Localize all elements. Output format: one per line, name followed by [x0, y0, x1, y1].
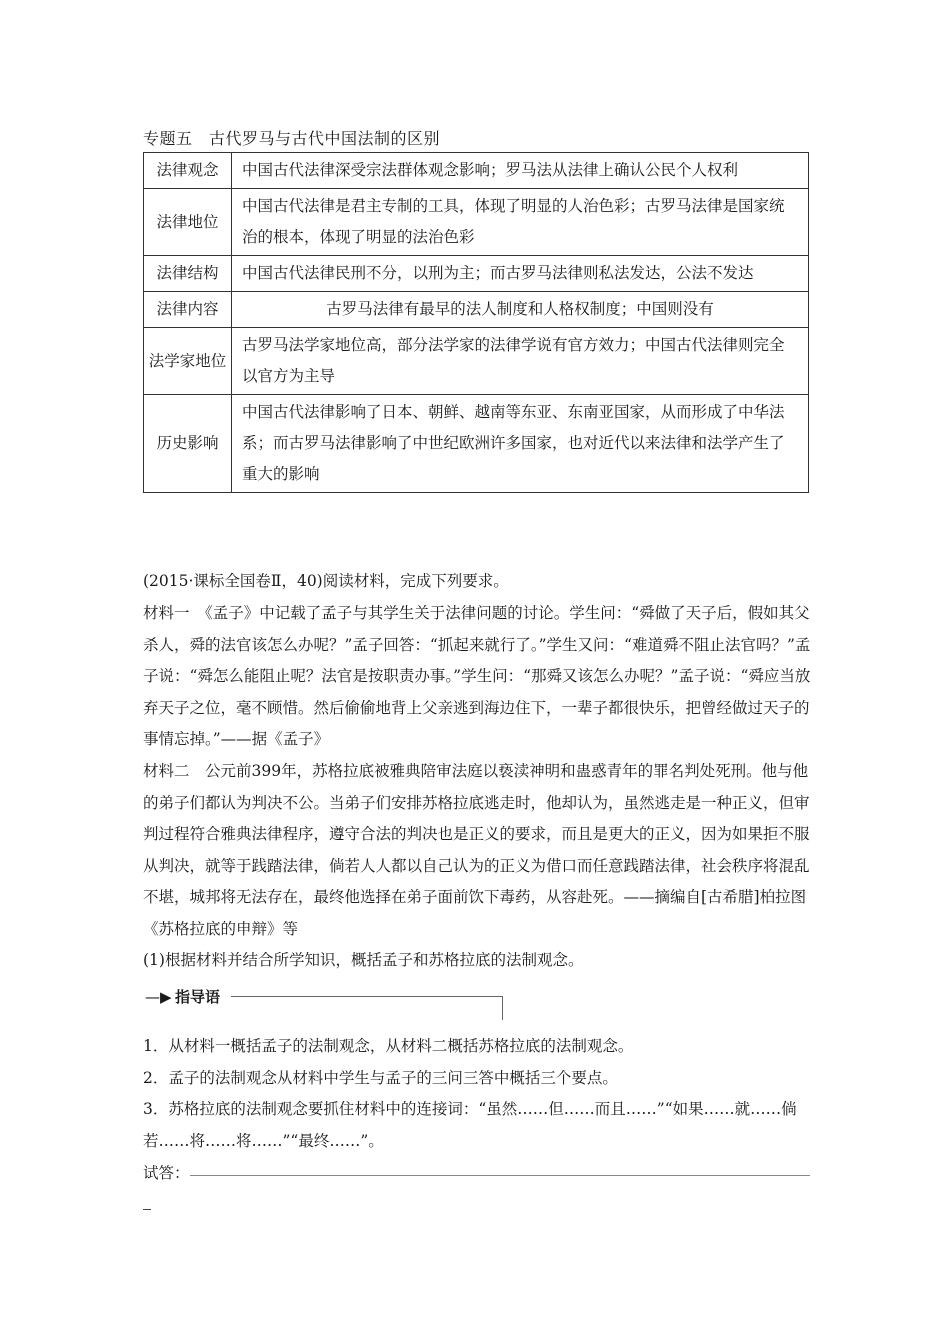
guide-corner: [502, 996, 503, 1020]
row-label: 历史影响: [144, 395, 232, 493]
table-row: [144, 189, 809, 256]
section-title: 专题五 古代罗马与古代中国法制的区别: [143, 129, 441, 148]
answer-line-continuation: [143, 1209, 151, 1210]
guide-item: 1．从材料一概括孟子的法制观念，从材料二概括苏格拉底的法制观念。: [143, 1037, 634, 1055]
table-row: [144, 256, 809, 292]
arrow-right-icon: —▶: [145, 988, 172, 1006]
row-text: 中国古代法律民刑不分，以刑为主；而古罗马法律则私法发达，公法不发达: [232, 256, 809, 292]
row-label: 法律结构: [144, 256, 232, 292]
guide-header: [143, 988, 503, 1022]
table-row: [144, 292, 809, 328]
table-row: [144, 395, 809, 493]
question-task: (1)根据材料并结合所学知识，概括孟子和苏格拉底的法制观念。: [143, 951, 584, 969]
answer-line[interactable]: [190, 1175, 810, 1176]
row-text: 中国古代法律是君主专制的工具，体现了明显的人治色彩；古罗马法律是国家统治的根本，体现了明显的法治色彩: [232, 189, 809, 256]
row-text: 中国古代法律影响了日本、朝鲜、越南等东亚、东南亚国家，从而形成了中华法系；而古罗马法律影响了中世纪欧洲许多国家，也对近代以来法律和法学产生了重大的影响: [232, 395, 809, 493]
material-one: 材料一 《孟子》中记载了孟子与其学生关于法律问题的讨论。学生问：“舜做了天子后，假如其父杀人，舜的法官该怎么办呢？”孟子回答：“抓起来就行了。”学生又问：“难道舜不阻止法官吗？”孟子说：“舜怎么能阻止呢？法官是按职责办事。”学生问：“那舜又该怎么办呢？”孟子说：“舜应当放弃天子之位，毫不顾惜。然后偷偷地背上父亲逃到海边住下，一辈子都很快乐，把曾经做过天子的事情忘掉。”——据《孟子》: [143, 604, 811, 748]
guide-label: 指导语: [175, 988, 221, 1006]
row-text: 古罗马法学家地位高，部分法学家的法律学说有官方效力；中国古代法律则完全以官方为主导: [232, 328, 809, 395]
table-row: [144, 328, 809, 395]
answer-label: 试答：: [143, 1164, 190, 1182]
comparison-table: [143, 152, 809, 493]
guide-item: 2．孟子的法制观念从材料中学生与孟子的三问三答中概括三个要点。: [143, 1069, 618, 1087]
row-label: 法律观念: [144, 153, 232, 189]
row-label: 法学家地位: [144, 328, 232, 395]
table-row: [144, 153, 809, 189]
row-text: 古罗马法律有最早的法人制度和人格权制度；中国则没有: [232, 292, 809, 328]
row-label: 法律地位: [144, 189, 232, 256]
guide-divider: [231, 996, 503, 997]
question-intro: (2015·课标全国卷Ⅱ，40)阅读材料，完成下列要求。: [143, 572, 509, 590]
row-text: 中国古代法律深受宗法群体观念影响；罗马法从法律上确认公民个人权利: [232, 153, 809, 189]
row-label: 法律内容: [144, 292, 232, 328]
material-two: 材料二 公元前399年，苏格拉底被雅典陪审法庭以亵渎神明和蛊惑青年的罪名判处死刑。他与他的弟子们都认为判决不公。当弟子们安排苏格拉底逃走时，他却认为，虽然逃走是一种正义，但审判过程符合雅典法律程序，遵守合法的判决也是正义的要求，而且是更大的正义，因为如果拒不服从判决，就等于践踏法律，倘若人人都以自己认为的正义为借口而任意践踏法律，社会秩序将混乱不堪，城邦将无法存在，最终他选择在弟子面前饮下毒药，从容赴死。——摘编自[古希腊]柏拉图《苏格拉底的申辩》等: [143, 762, 810, 938]
guide-item: 3．苏格拉底的法制观念要抓住材料中的连接词：“虽然……但……而且……”“如果……就……倘若……将……将……”“最终……”。: [143, 1100, 797, 1150]
